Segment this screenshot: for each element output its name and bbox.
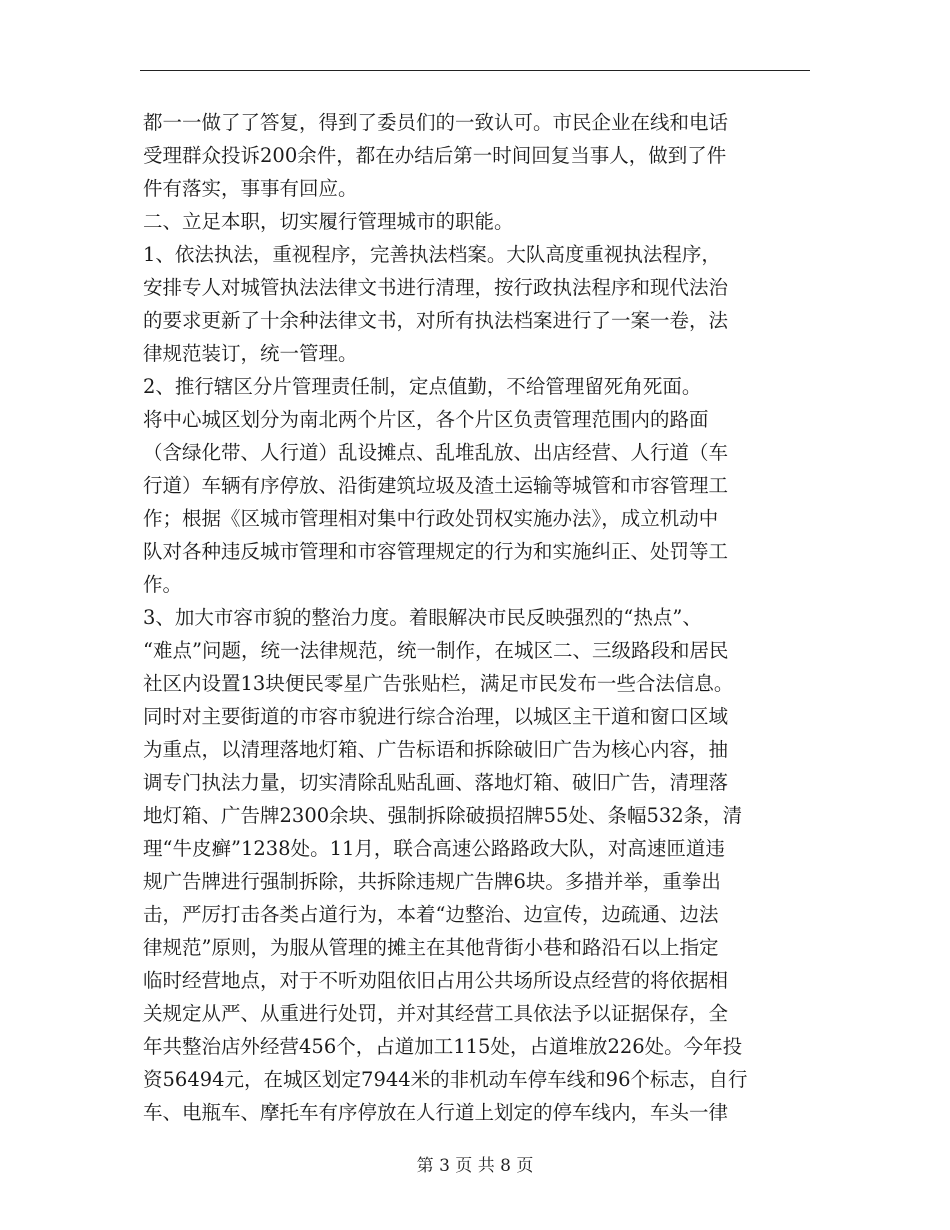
text-line: 地灯箱、广告牌2300余块、强制拆除破损招牌55处、条幅532条，清	[143, 804, 743, 827]
text-line: 年共整治店外经营456个，占道加工115处，占道堆放226处。今年投	[143, 1035, 743, 1058]
text-line: 资56494元，在城区划定7944米的非机动车停车线和96个标志，自行	[143, 1068, 748, 1091]
text-line: 规广告牌进行强制拆除，共拆除违规广告牌6块。多措并举，重拳出	[143, 870, 721, 893]
text-line: 将中心城区划分为南北两个片区，各个片区负责管理范围内的路面	[143, 408, 709, 431]
text-line: 1、依法执法，重视程序，完善执法档案。大队高度重视执法程序，	[143, 243, 721, 266]
text-line: 击，严厉打击各类占道行为，本着“边整治、边宣传，边疏通、边法	[143, 903, 719, 926]
text-line: （含绿化带、人行道）乱设摊点、乱堆乱放、出店经营、人行道（车	[143, 441, 729, 464]
text-line: 行道）车辆有序停放、沿街建筑垃圾及渣土运输等城管和市容管理工	[143, 474, 729, 497]
text-line: 3、加大市容市貌的整治力度。着眼解决市民反映强烈的“热点”、	[143, 606, 702, 629]
text-line: 队对各种违反城市管理和市容管理规定的行为和实施纠正、处罚等工	[143, 540, 729, 563]
text-line: 律规范”原则，为服从管理的摊主在其他背街小巷和路沿石以上指定	[143, 936, 719, 959]
text-line: 临时经营地点，对于不听劝阻依旧占用公共场所设点经营的将依据相	[143, 969, 729, 992]
text-line: 安排专人对城管执法法律文书进行清理，按行政执法程序和现代法治	[143, 276, 729, 299]
text-line: 受理群众投诉200余件，都在办结后第一时间回复当事人，做到了件	[143, 144, 727, 167]
text-line: 作。	[143, 573, 183, 596]
text-line: 关规定从严、从重进行处罚，并对其经营工具依法予以证据保存，全	[143, 1002, 729, 1025]
text-line: 车、电瓶车、摩托车有序停放在人行道上划定的停车线内，车头一律	[143, 1101, 729, 1124]
text-line: 件有落实，事事有回应。	[143, 177, 358, 200]
text-line: 调专门执法力量，切实清除乱贴乱画、落地灯箱、破旧广告，清理落	[143, 771, 729, 794]
text-line: “难点”问题，统一法律规范，统一制作，在城区二、三级路段和居民	[143, 639, 729, 662]
text-line: 理“牛皮癣”1238处。11月，联合高速公路路政大队，对高速匝道违	[143, 837, 725, 860]
page-footer: 第 3 页 共 8 页	[416, 1156, 534, 1176]
text-line: 都一一做了了答复，得到了委员们的一致认可。市民企业在线和电话	[143, 111, 729, 134]
header-rule	[140, 70, 810, 71]
text-line: 社区内设置13块便民零星广告张贴栏，满足市民发布一些合法信息。	[143, 672, 734, 695]
text-line: 的要求更新了十余种法律文书，对所有执法档案进行了一案一卷，法	[143, 309, 729, 332]
text-line: 为重点，以清理落地灯箱、广告标语和拆除破旧广告为核心内容，抽	[143, 738, 729, 761]
text-line: 律规范装订，统一管理。	[143, 342, 358, 365]
text-line: 作；根据《区城市管理相对集中行政处罚权实施办法》，成立机动中	[143, 507, 719, 530]
text-line: 同时对主要街道的市容市貌进行综合治理，以城区主干道和窗口区域	[143, 705, 729, 728]
text-line: 2、推行辖区分片管理责任制，定点值勤，不给管理留死角死面。	[143, 375, 702, 398]
section-heading: 二、立足本职，切实履行管理城市的职能。	[143, 210, 514, 233]
